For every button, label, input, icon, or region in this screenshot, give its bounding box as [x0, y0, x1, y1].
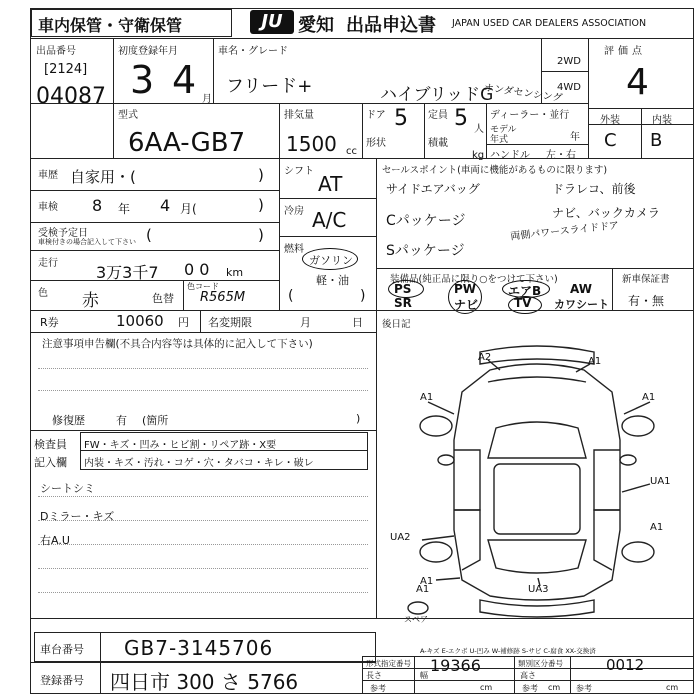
fuel-diesel: 軽・油 [316, 274, 349, 287]
pw-navi-circle [448, 280, 482, 314]
displacement-unit: cc [346, 146, 357, 157]
equip-aw: AW [570, 282, 592, 296]
exterior-label: 外装 [600, 115, 620, 126]
year-unit: 年 [570, 132, 580, 143]
fuel-close: ) [360, 288, 366, 304]
first-reg-month: 4 [172, 58, 197, 102]
drive-4wd: 4WD [557, 82, 581, 93]
displacement-value: 1500 [286, 132, 337, 156]
jusho-sub: 車検付きの場合記入して下さい [38, 238, 136, 246]
shaken-label: 車検 [38, 202, 58, 213]
shaken-month: 4 [160, 196, 171, 215]
mark-a1-fl: A1 [420, 392, 434, 403]
warranty-options: 有・無 [628, 294, 665, 308]
interior-label: 内装 [652, 115, 672, 126]
repair-close: ) [356, 412, 361, 425]
inspector-note-2: Dミラー・キズ [40, 510, 115, 523]
width-label: 幅 [420, 671, 428, 680]
car-grade: ハイブリッドG [380, 85, 494, 105]
inspector-note-1: シートシミ [40, 482, 95, 495]
mileage-label: 走行 [38, 258, 58, 269]
dealer-parallel: ディーラー・並行 [490, 110, 570, 121]
selling-point-3: Cパッケージ [386, 213, 466, 229]
notes-label: 注意事項申告欄(不具合内容等は具体的に記入して下さい) [42, 338, 313, 350]
ref-label-2: 参考 [522, 684, 538, 693]
recycle-label: R券 [40, 316, 59, 329]
car-name-label: 車名・グレード [218, 46, 288, 57]
meigi-day-unit: 日 [352, 316, 363, 329]
equip-pw: PW [454, 282, 477, 296]
storage-type: 車内保管・守衛保管 [38, 16, 183, 35]
lot-label: 出品番号 [36, 46, 76, 57]
equipment-label: 装備品(純正品に限り○をつけて下さい) [390, 274, 558, 285]
inspector-row-1: FW・キズ・凹み・ヒビ割・リペア跡・X要 [84, 440, 277, 451]
recycle-value: 10060 [116, 312, 164, 330]
first-reg-label: 初度登録年月 [118, 46, 178, 57]
form-number-label: 形式指定番号 [366, 659, 411, 668]
exterior-grade: C [604, 130, 617, 151]
spare-label: スペア [404, 615, 428, 624]
inspector-note-3: 右A.U [40, 534, 70, 547]
drive-2wd: 2WD [557, 56, 581, 67]
cm-unit-3: cm [666, 683, 679, 692]
diagram-legend: A-キズ E-エクボ U-凹み W-補修跡 S-サビ C-腐食 XX-交換済 [420, 647, 596, 655]
type-number-label: 類別区分番号 [518, 659, 563, 668]
equip-navi: ナビ [454, 298, 479, 312]
repair-place: (箇所 [142, 414, 169, 427]
cm-unit-1: cm [480, 683, 493, 692]
shaken-year: 8 [92, 196, 103, 215]
fuel-open: ( [288, 288, 294, 304]
color-label: 色 [38, 288, 48, 299]
ps-circle [388, 280, 424, 298]
model-label: 型式 [118, 110, 138, 121]
capacity-unit: 人 [474, 124, 484, 135]
equip-sr: SR [394, 296, 412, 310]
inspector-label-1: 検査員 [34, 438, 67, 451]
interior-grade: B [650, 130, 663, 151]
capacity-value: 5 [454, 106, 468, 131]
selling-point-2: ドラレコ、前後 [552, 182, 636, 196]
equip-ps: PS [394, 282, 412, 296]
association-name: JAPAN USED CAR DEALERS ASSOCIATION [452, 18, 647, 29]
color-value: 赤 [82, 291, 99, 311]
mark-a1-fr: A1 [642, 392, 656, 403]
meigi-month-unit: 月 [300, 316, 311, 329]
mark-a1-rl: A1 [420, 576, 434, 587]
plate-label: 登録番号 [40, 674, 84, 687]
aircon-value: A/C [312, 208, 347, 232]
history-close: ) [258, 166, 264, 184]
shift-value: AT [318, 172, 343, 196]
doors-value: 5 [394, 106, 408, 131]
shaken-month-unit: 月( [180, 202, 197, 216]
mark-ua3: UA3 [528, 584, 549, 595]
displacement-label: 排気量 [284, 110, 314, 121]
warranty-label: 新車保証書 [622, 274, 670, 285]
tv-circle [508, 296, 542, 314]
load-unit: kg [472, 150, 485, 161]
equip-seat: カワシート [554, 298, 609, 311]
form-title: 出品申込書 [346, 15, 436, 36]
capacity-label: 定員 [428, 110, 448, 121]
history-label: 車歴 [38, 170, 58, 181]
selling-point-4: ナビ、バックカメラ [552, 206, 660, 220]
ju-logo-text: JU [261, 11, 283, 32]
rating-value: 4 [626, 62, 649, 103]
mark-a1-rr: A1 [650, 522, 664, 533]
model-value: 6AA-GB7 [128, 128, 246, 158]
selling-point-6: Sパッケージ [386, 243, 465, 259]
fuel-label: 燃料 [284, 244, 304, 255]
selling-point-1: サイドエアバッグ [386, 182, 480, 196]
color-code-label: 色コード [187, 282, 219, 291]
car-name: フリード+ [226, 76, 313, 97]
ref-label-1: 参考 [370, 684, 386, 693]
first-reg-year: 3 [130, 58, 155, 102]
aircon-label: 冷房 [284, 206, 304, 217]
lot-code: [2124] [44, 62, 88, 77]
mark-ua2: UA2 [390, 532, 411, 543]
back-note-label: 後日記 [382, 319, 411, 330]
fuel-gasoline: ガソリン [309, 254, 353, 267]
mileage-digits: 0 0 [184, 260, 210, 279]
color-change-label: 色替 [152, 292, 174, 305]
handle-label: ハンドル [490, 150, 530, 161]
inspector-row-2: 内装・キズ・汚れ・コゲ・穴・タバコ・キレ・破レ [84, 458, 314, 469]
chassis-label: 車台番号 [40, 643, 84, 656]
recycle-unit: 円 [178, 316, 189, 329]
selling-points-label: セールスポイント(車両に機能があるものに限ります) [382, 165, 608, 176]
form-number-value: 19366 [430, 656, 481, 675]
history-value: 自家用・( [70, 168, 136, 186]
color-code: R565M [200, 290, 246, 305]
height-label: 高さ [520, 671, 536, 680]
mark-a1-front: A1 [588, 356, 602, 367]
region-name: 愛知 [298, 15, 334, 36]
doors-label: ドア [366, 110, 386, 121]
shaken-year-unit: 年 [118, 202, 131, 216]
mileage-unit: km [226, 266, 244, 279]
model-year-label-1: モデル [490, 125, 517, 135]
equip-tv: TV [514, 296, 532, 310]
mark-ua1: UA1 [650, 476, 671, 487]
jusho-label: 受検予定日 [38, 228, 88, 239]
jusho-close: ) [258, 226, 264, 244]
chassis-value: GB7-3145706 [124, 636, 274, 660]
type-number-value: 0012 [606, 656, 645, 674]
equip-airbag: エアB [508, 284, 542, 298]
car-grade-sub: ホンダセンシング [483, 82, 564, 105]
jusho-open: ( [146, 226, 152, 244]
mileage-value: 3万3千7 [96, 263, 159, 282]
ref-label-3: 参考 [576, 684, 592, 693]
shape-label: 形状 [366, 138, 386, 149]
model-year-label-2: 年式 [490, 135, 509, 145]
length-label: 長さ [366, 671, 382, 680]
cm-unit-2: cm [548, 683, 561, 692]
ju-logo [250, 10, 294, 34]
month-unit: 月 [202, 94, 212, 105]
rating-label: 評価点 [604, 46, 646, 57]
meigi-label: 名変期限 [208, 316, 252, 329]
shaken-close: ) [258, 196, 264, 214]
selling-point-5: 両側パワースライドドア [509, 220, 620, 243]
lot-number: 04087 [36, 84, 106, 109]
mark-a2: A2 [478, 352, 492, 363]
handle-options: 左・右 [546, 150, 576, 161]
repair-label: 修復歴 [52, 414, 85, 427]
repair-value: 有 [116, 414, 127, 427]
shift-label: シフト [284, 166, 314, 177]
load-label: 積載 [428, 138, 448, 149]
inspector-label-2: 記入欄 [34, 456, 67, 469]
plate-value: 四日市 300 さ 5766 [110, 670, 299, 694]
car-diagram [380, 330, 694, 624]
mark-a1-spare: A1 [416, 584, 430, 595]
